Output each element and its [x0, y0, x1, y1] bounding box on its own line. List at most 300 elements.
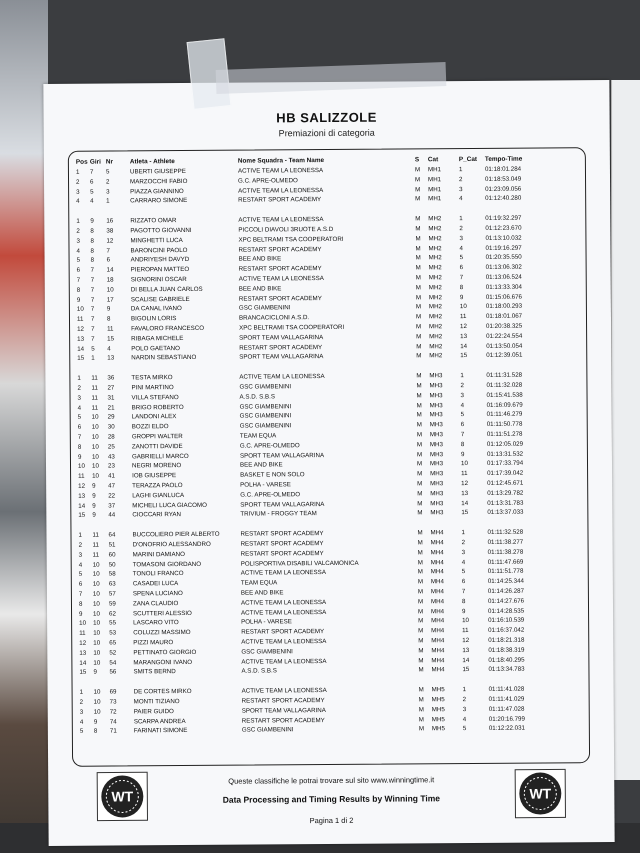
- cell-nr: 2: [106, 178, 110, 186]
- cell-sex: M: [418, 647, 424, 655]
- cell-pos: 3: [76, 237, 80, 245]
- cell-sex: M: [417, 549, 423, 557]
- cell-time: 01:13:50.054: [486, 342, 523, 350]
- cell-team: RESTART SPORT ACADEMY: [241, 697, 325, 705]
- cell-pcat: 13: [460, 332, 468, 340]
- cell-pcat: 4: [459, 244, 463, 252]
- cell-team: RESTART SPORT ACADEMY: [241, 716, 325, 725]
- cell-pcat: 15: [460, 352, 468, 360]
- cell-cat: MH2: [428, 274, 442, 282]
- cell-pos: 9: [76, 296, 81, 304]
- cell-nr: 3: [106, 188, 110, 196]
- cell-pos: 5: [77, 414, 82, 422]
- cell-time: 01:15:06.676: [485, 293, 523, 301]
- cell-giri: 10: [92, 600, 100, 608]
- cell-pcat: 11: [462, 627, 469, 635]
- cell-nr: 53: [109, 629, 117, 637]
- cell-team: BEE AND BIKE: [239, 461, 283, 470]
- cell-sex: M: [416, 460, 423, 468]
- cell-giri: 8: [90, 247, 94, 255]
- cell-pos: 12: [77, 325, 84, 333]
- cell-time: 01:11:32.528: [487, 528, 524, 537]
- cell-pos: 8: [78, 600, 83, 608]
- cell-sex: M: [418, 706, 424, 714]
- cell-sex: M: [418, 686, 424, 694]
- cell-athlete: BUCCOLIERO PIER ALBERTO: [132, 530, 220, 539]
- cell-team: TEAM EQUA: [239, 432, 277, 440]
- cell-cat: MH5: [431, 725, 445, 733]
- cell-nr: 51: [108, 541, 116, 549]
- cell-pos: 15: [77, 355, 85, 363]
- cell-cat: MH4: [431, 666, 445, 674]
- cell-nr: 25: [107, 443, 115, 451]
- cell-nr: 74: [109, 718, 117, 726]
- cell-athlete: UBERTI GIUSEPPE: [129, 167, 186, 176]
- cell-cat: MH4: [431, 607, 445, 615]
- cell-team: RESTART SPORT ACADEMY: [240, 549, 324, 558]
- cell-athlete: CARRARO SIMONE: [130, 197, 188, 205]
- cell-cat: MH4: [431, 646, 445, 655]
- cell-pos: 4: [79, 718, 84, 726]
- cell-sex: M: [415, 274, 421, 282]
- cell-time: 01:13:31.532: [486, 450, 524, 458]
- cell-time: 01:23:09.056: [485, 185, 522, 193]
- cell-athlete: ANDRIYESH DAVYD: [130, 256, 190, 264]
- cell-nr: 22: [108, 492, 116, 500]
- cell-team: RESTART SPORT ACADEMY: [240, 540, 324, 548]
- cell-pos: 9: [79, 610, 83, 618]
- cell-pcat: 2: [462, 696, 467, 704]
- cell-pcat: 3: [459, 185, 463, 193]
- cell-pos: 1: [77, 374, 81, 382]
- cell-sex: M: [416, 352, 422, 360]
- cell-athlete: TONOLI FRANCO: [132, 570, 184, 578]
- cell-team: POLHA - VARESE: [240, 481, 291, 489]
- cell-athlete: TOMASONI GIORDANO: [132, 560, 202, 568]
- cell-nr: 7: [106, 247, 110, 255]
- col-nr-header: Nr: [105, 158, 114, 166]
- cell-pos: 8: [77, 443, 82, 451]
- cell-giri: 10: [93, 610, 100, 618]
- cell-pcat: 1: [459, 215, 463, 223]
- cell-team: BASKET E NON SOLO: [240, 471, 305, 479]
- cell-pos: 10: [77, 463, 85, 471]
- cell-pos: 9: [77, 453, 82, 461]
- cell-nr: 73: [109, 698, 117, 706]
- cell-pcat: 6: [459, 264, 464, 272]
- cell-time: 01:14:26.287: [487, 587, 525, 595]
- cell-time: 01:11:32.028: [486, 381, 523, 389]
- cell-sex: M: [415, 264, 421, 272]
- cell-pos: 1: [79, 688, 84, 696]
- cell-athlete: MARANGONI IVANO: [133, 658, 193, 666]
- cell-nr: 38: [106, 227, 114, 235]
- cell-time: 01:11:51.778: [487, 568, 524, 576]
- cell-sex: M: [415, 313, 422, 321]
- cell-pcat: 15: [461, 509, 469, 517]
- cell-cat: MH4: [431, 637, 445, 645]
- cell-sex: M: [418, 715, 424, 723]
- cell-sex: M: [418, 617, 424, 625]
- cell-team: G.C. APRE-OLMEDO: [239, 442, 300, 450]
- cell-athlete: LAGHI GIANLUCA: [132, 491, 185, 500]
- cell-athlete: SCALISE GABRIELE: [130, 295, 190, 303]
- cell-nr: 56: [109, 668, 117, 676]
- cell-time: 01:12:23.670: [485, 224, 522, 232]
- cell-sex: M: [418, 656, 424, 664]
- cell-giri: 10: [91, 413, 99, 422]
- cell-nr: 23: [107, 462, 115, 470]
- cell-pos: 5: [78, 571, 83, 579]
- cell-cat: MH1: [427, 176, 442, 184]
- cell-time: 01:11:51.278: [486, 430, 523, 438]
- cell-nr: 10: [106, 286, 114, 294]
- cell-sex: M: [415, 284, 421, 292]
- cell-sex: M: [415, 254, 421, 262]
- cell-pcat: 7: [459, 274, 464, 282]
- cell-cat: MH3: [429, 450, 444, 458]
- cell-team: ACTIVE TEAM LA LEONESSA: [237, 167, 324, 175]
- cell-pcat: 10: [462, 617, 470, 625]
- cell-athlete: MARZOCCHI FABIO: [130, 177, 188, 186]
- cell-pcat: 14: [460, 342, 468, 350]
- cell-nr: 15: [107, 335, 115, 343]
- col-pcat-header: P_Cat: [458, 155, 478, 164]
- cell-time: 01:16:10.539: [488, 617, 525, 625]
- cell-pcat: 10: [459, 303, 467, 311]
- cell-sex: M: [416, 421, 422, 429]
- cell-cat: MH3: [430, 470, 444, 478]
- cell-athlete: PAIER GUIDO: [133, 707, 174, 716]
- cell-team: BEE AND BIKE: [240, 589, 284, 597]
- cell-time: 01:11:38.277: [487, 538, 524, 546]
- cell-cat: MH4: [431, 617, 445, 625]
- cell-nr: 57: [108, 590, 116, 598]
- cell-giri: 10: [91, 462, 99, 471]
- cell-pcat: 10: [460, 460, 468, 468]
- cell-giri: 10: [92, 580, 100, 588]
- cell-sex: M: [416, 333, 422, 341]
- cell-sex: M: [418, 627, 424, 635]
- cell-pos: 5: [79, 728, 84, 736]
- cell-time: 01:22:24.554: [486, 332, 523, 340]
- cell-pos: 3: [77, 394, 82, 402]
- cell-giri: 9: [92, 502, 96, 510]
- cell-sex: M: [417, 539, 423, 547]
- cell-sex: M: [416, 342, 422, 350]
- cell-nr: 69: [109, 688, 117, 696]
- cell-athlete: SMITS BERND: [133, 668, 176, 676]
- cell-athlete: ZANOTTI DAVIDE: [131, 442, 183, 451]
- cell-time: 01:18:00.293: [485, 303, 523, 311]
- cell-giri: 11: [91, 394, 99, 402]
- cell-cat: MH5: [431, 715, 445, 723]
- cell-time: 01:18:40.295: [488, 656, 525, 664]
- cell-sex: M: [415, 225, 421, 233]
- cell-pcat: 3: [459, 234, 463, 242]
- cell-time: 01:17:39.042: [487, 469, 524, 478]
- cell-pos: 14: [79, 659, 87, 667]
- col-cat-header: Cat: [427, 156, 439, 164]
- cell-pos: 7: [76, 276, 81, 284]
- cell-nr: 9: [106, 305, 111, 313]
- cell-pcat: 5: [460, 411, 465, 419]
- cell-time: 01:11:41.029: [488, 695, 525, 703]
- cell-cat: MH3: [429, 460, 444, 468]
- cell-giri: 10: [91, 433, 99, 441]
- cell-pos: 2: [76, 178, 80, 186]
- cell-team: GSC GIAMBENINI: [239, 422, 292, 430]
- cell-sex: M: [417, 499, 423, 507]
- cell-sex: M: [418, 637, 424, 645]
- cell-pos: 3: [78, 551, 83, 559]
- page-subtitle: Premiazioni di categoria: [278, 127, 375, 139]
- cell-cat: MH4: [430, 588, 445, 596]
- svg-text:WT: WT: [111, 788, 134, 805]
- cell-nr: 28: [107, 433, 115, 441]
- cell-giri: 6: [90, 178, 94, 186]
- cell-sex: M: [415, 244, 421, 252]
- cell-pcat: 12: [461, 480, 469, 488]
- cell-athlete: PINI MARTINO: [131, 384, 174, 392]
- cell-sex: M: [415, 235, 421, 243]
- cell-pcat: 8: [460, 440, 465, 448]
- cell-nr: 71: [109, 727, 117, 735]
- cell-team: RESTART SPORT ACADEMY: [238, 294, 322, 303]
- cell-pos: 7: [78, 590, 83, 598]
- cell-giri: 7: [90, 286, 95, 294]
- cell-athlete: BARONCINI PAOLO: [130, 246, 188, 254]
- cell-giri: 10: [93, 688, 101, 696]
- cell-giri: 10: [91, 453, 99, 461]
- cell-pos: 10: [79, 620, 87, 628]
- cell-time: 01:13:34.783: [488, 666, 525, 674]
- cell-team: ACTIVE TEAM LA LEONESSA: [240, 569, 326, 578]
- cell-sex: M: [416, 323, 422, 331]
- background-right-sheet: [611, 80, 640, 780]
- cell-sex: M: [416, 431, 422, 439]
- cell-team: SPORT TEAM VALLAGARINA: [239, 333, 324, 342]
- cell-nr: 47: [108, 482, 116, 490]
- cell-cat: MH4: [431, 656, 445, 664]
- cell-team: G.C. APRE-OLMEDO: [240, 490, 301, 499]
- cell-pos: 4: [78, 561, 83, 569]
- cell-time: 01:19:32.297: [485, 214, 522, 223]
- cell-pos: 3: [79, 708, 84, 716]
- cell-cat: MH3: [429, 441, 443, 449]
- cell-cat: MH2: [428, 284, 442, 292]
- cell-nr: 55: [109, 619, 117, 627]
- cell-pos: 7: [77, 433, 82, 441]
- cell-sex: M: [416, 450, 423, 458]
- cell-pos: 12: [79, 639, 87, 647]
- cell-pcat: 15: [462, 666, 470, 674]
- cell-time: 01:20:16.799: [488, 715, 525, 723]
- cell-pcat: 8: [459, 283, 464, 291]
- cell-sex: M: [417, 568, 423, 576]
- background-left-poster: [0, 0, 48, 853]
- cell-time: 01:12:05.029: [486, 440, 524, 448]
- cell-giri: 10: [91, 443, 99, 451]
- cell-pcat: 9: [462, 607, 466, 615]
- cell-athlete: PIEROPAN MATTEO: [130, 266, 190, 274]
- cell-nr: 5: [105, 168, 110, 176]
- cell-pos: 2: [78, 541, 83, 549]
- cell-team: GSC GIAMBENINI: [239, 402, 292, 411]
- cell-giri: 11: [92, 541, 100, 549]
- cell-time: 01:14:28.535: [488, 607, 525, 615]
- cell-athlete: MARINI DAMIANO: [132, 550, 185, 559]
- cell-team: XPC BELTRAMI TSA COOPERATORI: [238, 235, 344, 244]
- cell-giri: 8: [90, 237, 94, 245]
- cell-pos: 13: [77, 335, 85, 343]
- cell-team: TRIVIUM - FROGGY TEAM: [240, 510, 317, 519]
- cell-nr: 50: [108, 561, 116, 569]
- cell-pcat: 2: [461, 539, 466, 547]
- cell-cat: MH4: [430, 558, 444, 566]
- cell-time: 01:14:25.344: [487, 577, 524, 586]
- cell-giri: 10: [92, 472, 100, 480]
- cell-time: 01:11:47.669: [487, 558, 524, 566]
- cell-cat: MH2: [428, 303, 443, 311]
- cell-athlete: PAGOTTO GIOVANNI: [130, 226, 192, 235]
- cell-cat: MH3: [430, 499, 444, 507]
- cell-athlete: TERAZZA PAOLO: [132, 482, 183, 490]
- col-giri-header: Giri: [89, 158, 101, 166]
- cell-time: 01:11:50.778: [486, 420, 523, 429]
- cell-pos: 3: [76, 188, 80, 196]
- cell-pos: 11: [76, 315, 84, 323]
- cell-cat: MH2: [428, 225, 442, 233]
- cell-athlete: VILLA STEFANO: [131, 393, 179, 402]
- cell-cat: MH3: [429, 421, 443, 429]
- cell-pcat: 2: [460, 382, 464, 390]
- cell-nr: 36: [107, 374, 115, 382]
- cell-sex: M: [417, 470, 423, 478]
- cell-pcat: 6: [461, 578, 466, 586]
- cell-athlete: ZANA CLAUDIO: [132, 599, 179, 608]
- cell-giri: 7: [90, 266, 95, 274]
- cell-nr: 43: [107, 453, 115, 461]
- cell-pos: 4: [76, 198, 80, 206]
- cell-sex: M: [416, 372, 422, 380]
- cell-nr: 11: [107, 325, 114, 333]
- cell-giri: 10: [93, 708, 101, 716]
- cell-team: SPORT TEAM VALLAGARINA: [241, 706, 326, 715]
- cell-nr: 8: [106, 315, 111, 323]
- cell-giri: 9: [92, 482, 96, 490]
- cell-pos: 1: [76, 217, 80, 225]
- cell-team: GSC GIAMBENINI: [241, 648, 293, 656]
- cell-nr: 12: [106, 237, 114, 245]
- cell-pos: 6: [78, 580, 83, 588]
- cell-team: RESTART SPORT ACADEMY: [240, 530, 324, 538]
- footer-website-note: Queste classifiche le potrai trovare sul sito www.winningtime.it: [228, 775, 435, 786]
- cell-team: BRANCACICLONI A.S.D.: [238, 314, 310, 322]
- cell-giri: 11: [91, 374, 98, 382]
- cell-sex: M: [417, 529, 423, 537]
- svg-text:WT: WT: [529, 785, 552, 802]
- cell-nr: 54: [109, 659, 117, 667]
- cell-giri: 7: [90, 315, 95, 323]
- cell-sex: M: [415, 303, 422, 311]
- cell-pcat: 5: [462, 725, 467, 733]
- cell-athlete: DA CANAL IVANO: [130, 305, 182, 313]
- cell-sex: M: [417, 598, 424, 606]
- cell-pcat: 3: [460, 391, 465, 399]
- cell-cat: MH5: [431, 705, 445, 714]
- cell-cat: MH3: [430, 480, 444, 488]
- cell-sex: M: [418, 607, 424, 615]
- cell-pcat: 8: [461, 597, 466, 605]
- cell-athlete: COLUZZI MASSIMO: [133, 629, 191, 637]
- cell-team: TEAM EQUA: [240, 579, 278, 587]
- cell-pos: 13: [78, 492, 86, 500]
- cell-pcat: 1: [462, 686, 467, 694]
- cell-giri: 9: [90, 217, 94, 225]
- cell-sex: M: [416, 392, 422, 400]
- cell-nr: 1: [106, 197, 110, 205]
- cell-team: SPORT TEAM VALLAGARINA: [240, 500, 325, 509]
- cell-team: GSC GIAMBENINI: [239, 412, 292, 421]
- cell-cat: MH1: [428, 195, 442, 203]
- cell-cat: MH4: [430, 597, 445, 606]
- cell-nr: 17: [106, 296, 114, 304]
- cell-pcat: 12: [460, 323, 467, 331]
- cell-giri: 8: [90, 257, 95, 265]
- cell-athlete: SPENA LUCIANO: [132, 590, 183, 598]
- cell-time: 01:12:22.031: [488, 725, 526, 733]
- cell-athlete: GABRIELLI MARCO: [131, 452, 189, 460]
- cell-pos: 4: [76, 247, 80, 255]
- cell-pos: 4: [77, 404, 82, 412]
- cell-pcat: 3: [462, 705, 467, 713]
- cell-athlete: MONTI TIZIANO: [133, 698, 180, 706]
- cell-athlete: RIBAGA MICHELE: [131, 334, 184, 343]
- cell-cat: MH1: [427, 166, 442, 174]
- cell-team: SPORT TEAM VALLAGARINA: [239, 451, 325, 460]
- cell-time: 01:11:46.279: [486, 411, 523, 419]
- cell-time: 01:11:31.528: [486, 371, 523, 380]
- cell-pos: 15: [79, 669, 87, 677]
- cell-athlete: PIZZI MAURO: [133, 639, 174, 647]
- cell-time: 01:17:33.794: [486, 460, 524, 468]
- cell-athlete: TESTA MIRKO: [131, 374, 173, 382]
- cell-sex: M: [416, 382, 422, 390]
- cell-pos: 1: [78, 531, 82, 539]
- cell-time: 01:13:31.783: [487, 499, 524, 507]
- cell-sex: M: [414, 176, 421, 184]
- cell-pos: 8: [76, 286, 81, 294]
- cell-giri: 7: [90, 306, 95, 314]
- cell-pcat: 11: [459, 313, 467, 321]
- page-number: Pagina 1 di 2: [309, 815, 354, 826]
- cell-pos: 10: [76, 306, 84, 314]
- cell-sex: M: [418, 666, 424, 674]
- cell-athlete: DE CORTES MIRKO: [133, 688, 192, 696]
- cell-athlete: SCARPA ANDREA: [133, 717, 186, 725]
- cell-nr: 59: [108, 600, 116, 608]
- cell-team: BEE AND BIKE: [238, 285, 282, 293]
- cell-cat: MH4: [431, 627, 445, 635]
- cell-nr: 37: [108, 502, 116, 510]
- cell-cat: MH2: [428, 313, 443, 321]
- cell-time: 01:18:01.284: [484, 165, 522, 173]
- cell-athlete: GROPPI WALTER: [131, 433, 183, 441]
- cell-pcat: 14: [461, 499, 469, 507]
- cell-nr: 6: [106, 256, 111, 264]
- cell-nr: 72: [109, 708, 117, 716]
